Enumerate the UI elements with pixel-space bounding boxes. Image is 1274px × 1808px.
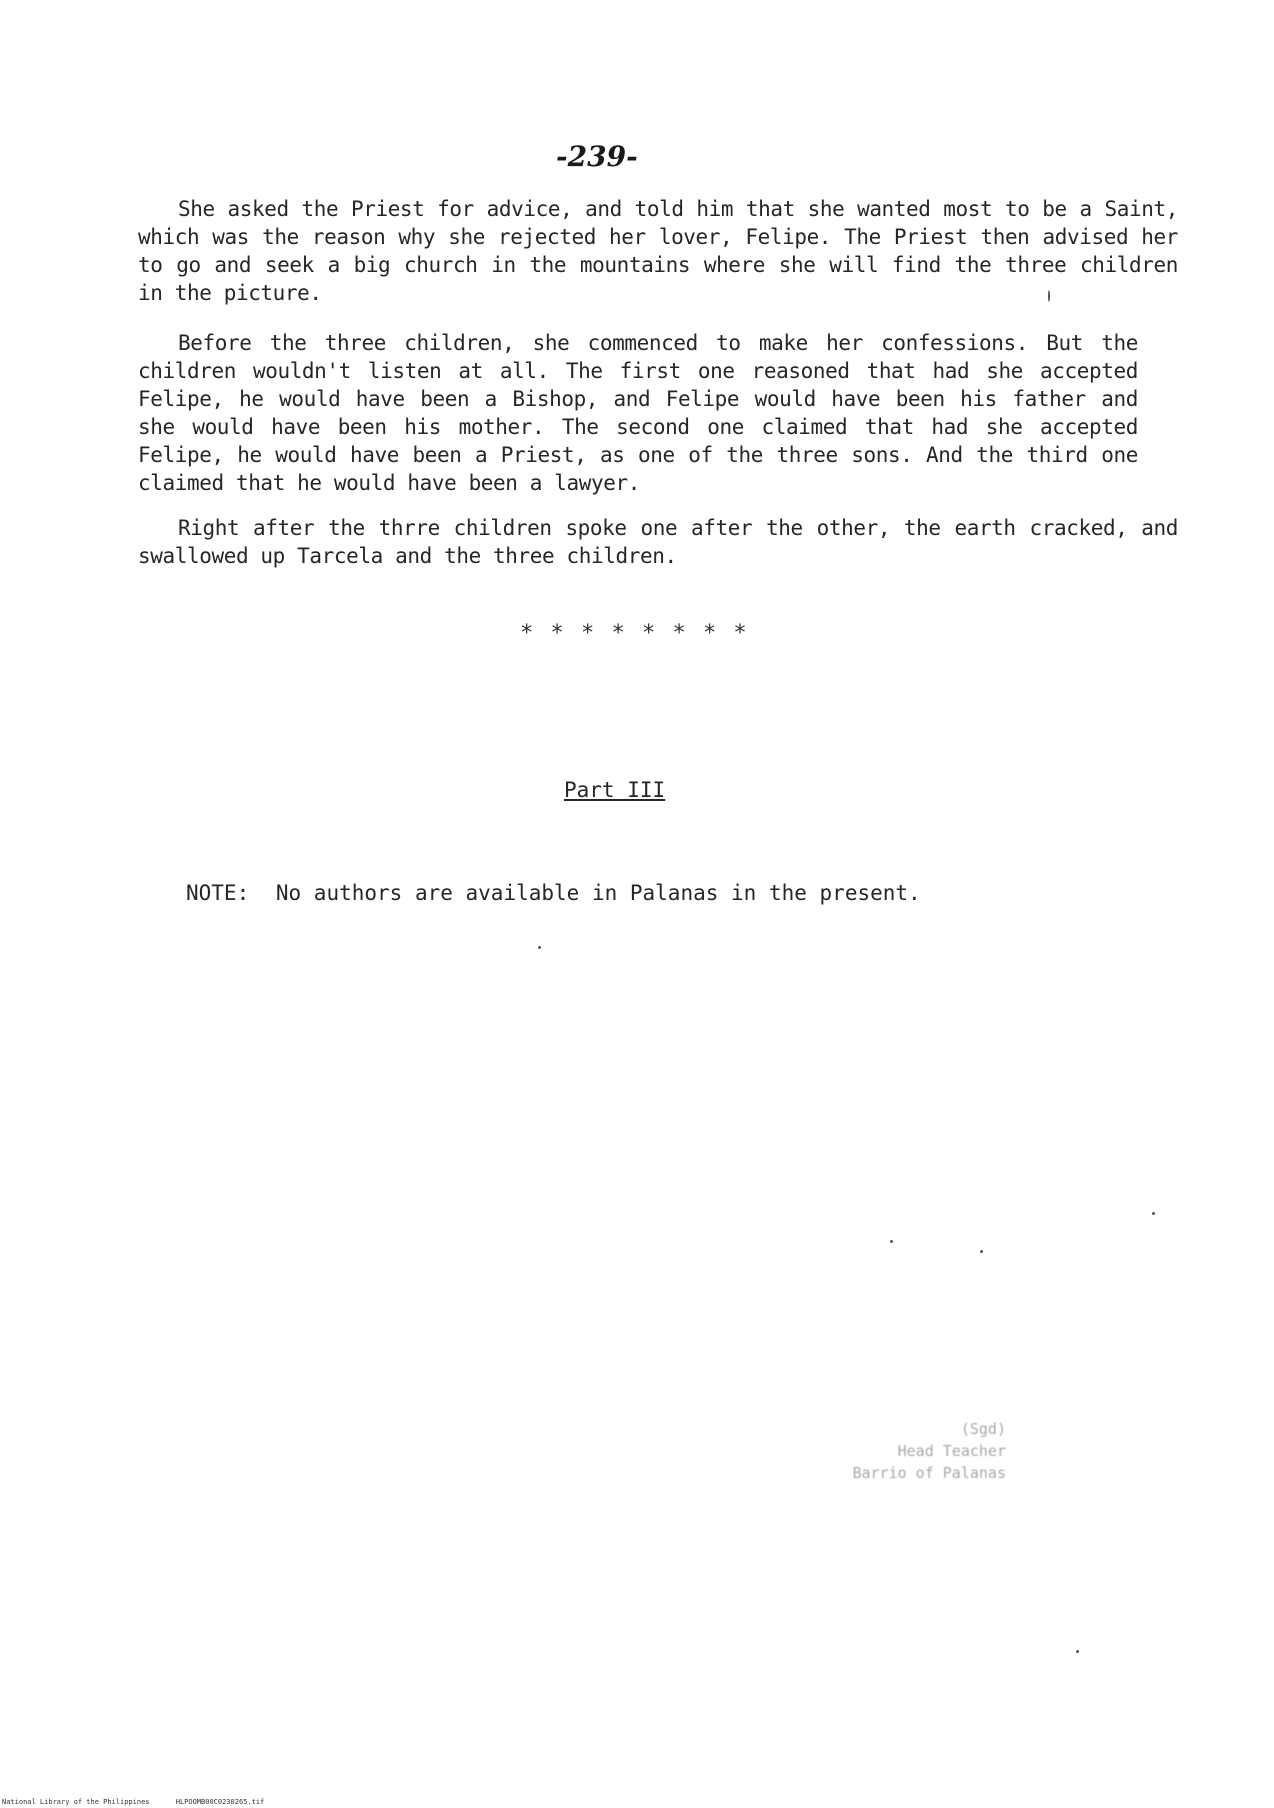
ink-speck: [890, 1240, 893, 1243]
paragraph-3: Right after the thrre children spoke one after the other, the earth cracked, and swallowed up Tarcela and the three children.: [138, 516, 1178, 568]
ink-mark: [1048, 290, 1050, 302]
note-text: No authors are available in Palanas in the present.: [275, 881, 921, 905]
ink-speck: [538, 946, 541, 949]
section-separator: * * * * * * * *: [520, 621, 749, 646]
paragraph-2: Before the three children, she commenced to make her confessions. But the children wouldn't listen at all. The first one reasoned that had she accepted Felipe, he would have been a Bishop, and Felipe would have been his father and she would have been his mother. The second one claimed that had she accepted Felipe, he would have been a Priest, as one of the three sons. And the third one claimed that he would have been a lawyer.: [138, 331, 1138, 495]
stamp-line-3: Barrio of Palanas: [852, 1464, 1006, 1482]
ink-speck: [1152, 1212, 1155, 1215]
scan-footer: [2, 1798, 286, 1806]
paragraph-1: She asked the Priest for advice, and told him that she wanted most to be a Saint, which was the reason why she rejected her lover, Felipe. The Priest then advised her to go and seek a big church in the mountains where she will find the three children in the picture.: [138, 197, 1178, 305]
stamp-line-1: (Sgd): [960, 1420, 1006, 1438]
footer-file: HLPOOMB00C0230265.tif: [175, 1798, 265, 1806]
ink-speck: [980, 1250, 983, 1253]
footer-library: National Library of the Philippines: [2, 1798, 150, 1806]
ink-speck: [1076, 1650, 1079, 1653]
signature-stamp: [726, 1418, 1006, 1484]
part-heading: Part III: [564, 778, 666, 802]
note-label: NOTE:: [186, 881, 250, 905]
note: [186, 881, 921, 905]
page-number: -239-: [556, 140, 638, 173]
stamp-line-2: Head Teacher: [897, 1442, 1006, 1460]
